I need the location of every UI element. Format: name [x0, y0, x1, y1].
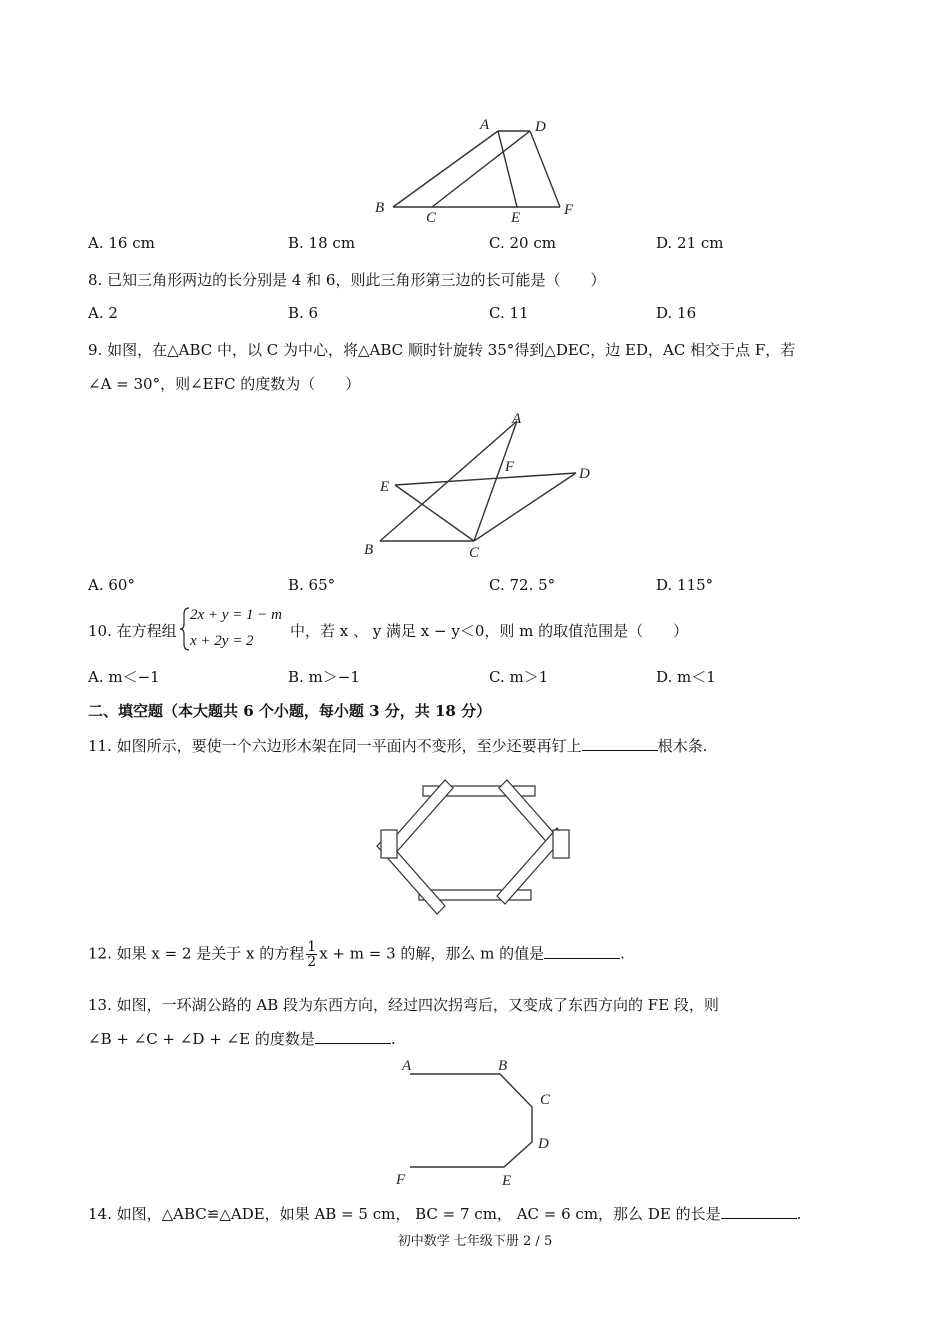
q9-option-b: B. 65°: [288, 576, 336, 594]
q13-question-line1: 13. 如图，一环湖公路的 AB 段为东西方向，经过四次拐弯后，又变成了东西方向的 FE 段，则: [88, 996, 719, 1014]
q12-fraction-den: 2: [307, 954, 317, 970]
q9-question-line2: ∠A = 30°，则∠EFC 的度数为（ ）: [88, 375, 361, 393]
q13-question-end: .: [390, 1030, 396, 1048]
q10-suffix: 中，若 x 、 y 满足 x − y＜0，则 m 的取值范围是（ ）: [290, 622, 689, 640]
q10-option-a: A. m＜−1: [88, 668, 160, 686]
q14-question-end: .: [796, 1205, 802, 1223]
q8-question: 8. 已知三角形两边的长分别是 4 和 6，则此三角形第三边的长可能是（ ）: [88, 271, 606, 289]
q12-question: 12. 如果 x = 2 是关于 x 的方程: [88, 944, 305, 963]
q7-figure: [360, 110, 600, 230]
q9-label-e: E: [380, 479, 390, 495]
section-2-heading: 二、填空题（本大题共 6 个小题，每小题 3 分，共 18 分）: [88, 702, 492, 720]
q10-option-d: D. m＜1: [656, 668, 716, 686]
q10-option-c: C. m＞1: [489, 668, 549, 686]
q12-answer-blank: [544, 944, 620, 959]
q12-fraction-num: 1: [307, 939, 317, 955]
q7-label-a: A: [480, 117, 490, 133]
q11-answer-blank: [582, 736, 658, 751]
q7-label-d: D: [535, 119, 546, 135]
q9-label-f: F: [505, 459, 515, 475]
q12-fraction: [306, 940, 317, 969]
q10-option-b: B. m＞−1: [288, 668, 360, 686]
q9-label-d: D: [579, 466, 590, 482]
q13-answer-blank: [315, 1029, 391, 1044]
q9-label-a: A: [512, 411, 522, 427]
q7-option-b: B. 18 cm: [288, 234, 356, 252]
q14-answer-blank: [721, 1204, 797, 1219]
q11-question: 11. 如图所示，要使一个六边形木架在同一平面内不变形，至少还要再钉上: [88, 737, 582, 755]
q7-label-f: F: [564, 202, 574, 218]
q13-label-a: A: [402, 1058, 412, 1074]
q13-label-e: E: [502, 1173, 512, 1189]
q13-question-line2: ∠B + ∠C + ∠D + ∠E 的度数是: [88, 1030, 315, 1048]
q7-label-b: B: [375, 200, 385, 216]
q9-label-b: B: [364, 542, 374, 558]
q7-label-c: C: [426, 210, 437, 226]
q7-label-e: E: [511, 210, 521, 226]
q11-hexagon-figure: [375, 768, 575, 918]
q8-option-b: B. 6: [288, 304, 319, 322]
q11-question-end: 根木条.: [657, 737, 708, 755]
q9-question-line1: 9. 如图，在△ABC 中，以 C 为中心，将△ABC 顺时针旋转 35°得到△DEC，边 ED，AC 相交于点 F，若: [88, 341, 796, 359]
q13-label-c: C: [540, 1092, 551, 1108]
q10-equation-1: 2x + y = 1 − m: [190, 607, 283, 623]
q13-label-f: F: [396, 1172, 406, 1188]
q8-option-c: C. 11: [489, 304, 529, 322]
q9-option-c: C. 72. 5°: [489, 576, 556, 594]
q7-option-d: D. 21 cm: [656, 234, 724, 252]
q7-option-a: A. 16 cm: [88, 234, 155, 252]
q10-prefix: 10. 在方程组: [88, 622, 177, 640]
q10-equation-2: x + 2y = 2: [190, 633, 254, 649]
q13-label-d: D: [538, 1136, 549, 1152]
q9-option-a: A. 60°: [88, 576, 135, 594]
q9-label-c: C: [469, 545, 480, 561]
q8-option-a: A. 2: [88, 304, 118, 322]
q7-option-c: C. 20 cm: [489, 234, 556, 252]
q12-question-mid: x + m = 3 的解，那么 m 的值是: [319, 944, 545, 963]
q9-figure: [350, 405, 610, 565]
q13-label-b: B: [498, 1058, 508, 1074]
page-footer: 初中数学 七年级下册 2 / 5: [397, 1234, 553, 1249]
q8-option-d: D. 16: [656, 304, 697, 322]
q14-question: 14. 如图，△ABC≌△ADE，如果 AB = 5 cm， BC = 7 cm， AC = 6 cm，那么 DE 的长是: [88, 1205, 721, 1223]
q9-option-d: D. 115°: [656, 576, 714, 594]
q13-figure: [390, 1052, 570, 1192]
q12-question-end: .: [620, 944, 625, 963]
